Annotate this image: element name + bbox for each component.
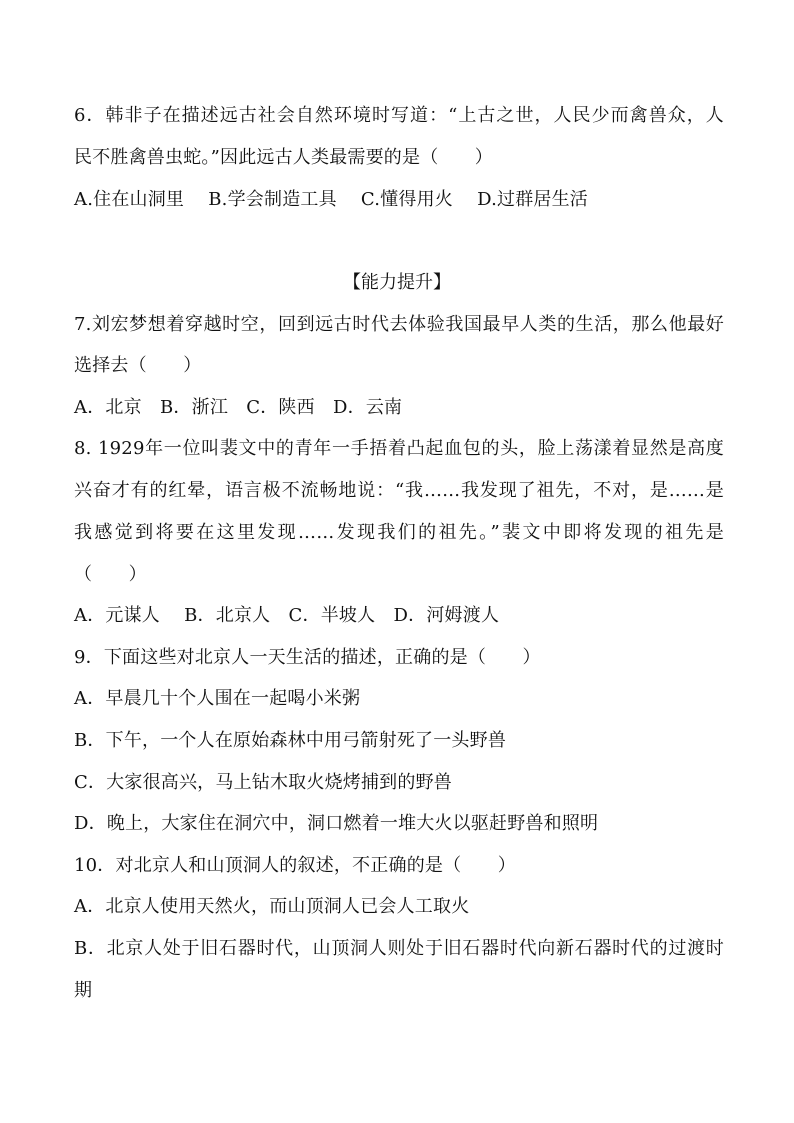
question-9-option-a: A．早晨几十个人围在一起喝小米粥: [74, 688, 361, 709]
question-7-stem-line-2: 选择去（ ）: [74, 355, 202, 376]
question-9-option-b: B．下午，一个人在原始森林中用弓箭射死了一头野兽: [74, 730, 507, 751]
question-6-options: A.住在山洞里 B.学会制造工具 C.懂得用火 D.过群居生活: [74, 189, 588, 210]
question-10-option-b-line-2: 期: [74, 980, 93, 1001]
question-8-stem-line-3: 我感觉到将要在这里发现……发现我们的祖先。”裴文中即将发现的祖先是: [74, 522, 724, 543]
question-8-stem-line-1: 8. 1929年一位叫裴文中的青年一手捂着凸起血包的头，脸上荡漾着显然是高度: [74, 438, 724, 459]
question-10-option-a: A．北京人使用天然火，而山顶洞人已会人工取火: [74, 896, 470, 917]
question-6-stem-line-1: 6．韩非子在描述远古社会自然环境时写道：“上古之世，人民少而禽兽众，人: [74, 105, 724, 126]
question-9-option-d: D．晚上，大家住在洞穴中，洞口燃着一堆大火以驱赶野兽和照明: [74, 813, 599, 834]
question-9-option-c: C．大家很高兴，马上钻木取火烧烤捕到的野兽: [74, 772, 452, 793]
question-7-stem-line-1: 7.刘宏梦想着穿越时空，回到远古时代去体验我国最早人类的生活，那么他最好: [74, 314, 724, 335]
question-10-option-b-line-1: B．北京人处于旧石器时代，山顶洞人则处于旧石器时代向新石器时代的过渡时: [74, 938, 724, 959]
question-10-stem: 10．对北京人和山顶洞人的叙述，不正确的是（ ）: [74, 855, 516, 876]
question-6-stem-line-2: 民不胜禽兽虫蛇。”因此远古人类最需要的是（ ）: [74, 147, 493, 168]
question-8-options: A．元谋人 B．北京人 C．半坡人 D．河姆渡人: [74, 605, 500, 626]
section-heading: 【能力提升】: [343, 272, 451, 293]
question-8-stem-line-2: 兴奋才有的红晕，语言极不流畅地说：“我……我发现了祖先，不对，是……是: [74, 480, 724, 501]
question-9-stem: 9．下面这些对北京人一天生活的描述，正确的是（ ）: [74, 647, 541, 668]
question-8-stem-line-4: （ ）: [74, 564, 147, 585]
question-7-options: A．北京 B．浙江 C．陕西 D．云南: [74, 397, 403, 418]
